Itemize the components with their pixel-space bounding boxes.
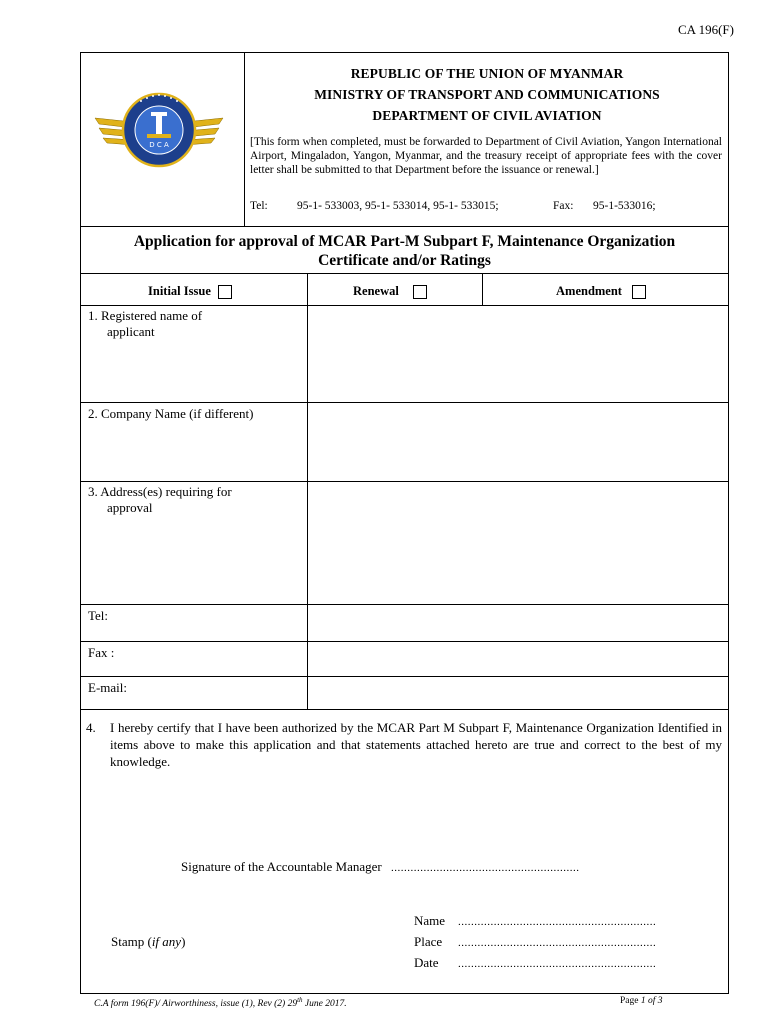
option-renewal[interactable] xyxy=(353,284,427,299)
application-title-line2: Certificate and/or Ratings xyxy=(318,252,491,269)
footer-sup: th xyxy=(297,996,303,1004)
stamp-label xyxy=(111,934,185,950)
header-fax-value: 95-1-533016; xyxy=(593,200,656,212)
place-label: Place xyxy=(414,934,443,949)
divider xyxy=(80,273,729,274)
stamp-label-close: ) xyxy=(181,934,186,949)
name-field[interactable] xyxy=(414,913,656,929)
footer-text: C.A form 196(F)/ Airworthiness, issue (1), Rev (2) 29 xyxy=(94,999,298,1010)
header-country: REPUBLIC OF THE UNION OF MYANMAR xyxy=(350,66,624,81)
certification-text: I hereby certify that I have been authorized by the MCAR Part M Subpart F, Maintenance Organization Identified in items above to make this application and that statements attached hereto are true and correct to the best of my knowledge. xyxy=(110,720,722,769)
logo-text: D C A xyxy=(149,141,169,149)
signature-dots: .......................................................... xyxy=(390,862,580,874)
option-amendment-label: Amendment xyxy=(556,284,622,298)
tel-input[interactable] xyxy=(308,605,728,640)
initial-issue-checkbox[interactable] xyxy=(218,285,232,299)
date-label: Date xyxy=(414,955,439,970)
signature-line[interactable] xyxy=(181,859,579,875)
field-registered-name-line2: applicant xyxy=(107,324,155,339)
certification-statement xyxy=(86,719,722,770)
field-company-name-label: 2. Company Name (if different) xyxy=(88,406,254,421)
option-amendment[interactable] xyxy=(556,284,646,299)
header-tel-value: 95-1- 533003, 95-1- 533014, 95-1- 533015; xyxy=(297,200,499,212)
page-number xyxy=(620,996,662,1006)
name-label: Name xyxy=(414,913,446,928)
header-fax-label: Fax: xyxy=(553,200,574,212)
application-title-line1: Application for approval of MCAR Part-M Subpart F, Maintenance Organization xyxy=(133,233,676,250)
page-of: 1 of 3 xyxy=(640,996,663,1006)
option-initial-issue[interactable] xyxy=(148,284,232,299)
amendment-checkbox[interactable] xyxy=(632,285,646,299)
divider xyxy=(80,226,729,227)
field-fax-label: Fax : xyxy=(88,645,115,660)
renewal-checkbox[interactable] xyxy=(413,285,427,299)
page-label: Page xyxy=(620,996,641,1006)
field-address-line1: 3. Address(es) requiring for xyxy=(88,484,232,499)
divider xyxy=(80,709,729,710)
dca-emblem-icon xyxy=(93,84,225,176)
stamp-label-italic: if any xyxy=(151,934,182,949)
field-address-label xyxy=(88,484,232,516)
application-title xyxy=(80,232,729,270)
signature-label: Signature of the Accountable Manager xyxy=(181,859,382,874)
form-number: CA 196(F) xyxy=(678,22,734,37)
address-input[interactable] xyxy=(308,482,728,603)
field-tel-label: Tel: xyxy=(88,608,109,623)
header-instructions: [This form when completed, must be forwarded to Department of Civil Aviation, Yangon International Airport, Mingaladon, Yangon, Myanmar, and the treasury receipt of appropriate fees with the cover letter shall be submitted to that Department before the issuance or renewal.] xyxy=(250,136,722,177)
date-field[interactable] xyxy=(414,955,656,971)
header-department: DEPARTMENT OF CIVIL AVIATION xyxy=(372,108,602,123)
date-dots: ............................................................. xyxy=(458,958,657,970)
option-renewal-label: Renewal xyxy=(353,284,399,298)
field-registered-name-label xyxy=(88,308,202,340)
fax-input[interactable] xyxy=(308,642,728,675)
email-input[interactable] xyxy=(308,677,728,708)
header-ministry: MINISTRY OF TRANSPORT AND COMMUNICATIONS xyxy=(314,87,660,102)
place-field[interactable] xyxy=(414,934,656,950)
company-name-input[interactable] xyxy=(308,403,728,480)
field-registered-name-line1: 1. Registered name of xyxy=(88,308,203,323)
name-dots: ............................................................. xyxy=(458,916,657,928)
footer-text2: June 2017. xyxy=(302,999,347,1010)
place-dots: ............................................................. xyxy=(458,937,657,949)
divider xyxy=(482,273,483,305)
certification-number: 4. xyxy=(86,720,96,735)
field-email-label: E-mail: xyxy=(88,680,127,695)
header-tel-label: Tel: xyxy=(250,200,268,212)
divider xyxy=(307,273,308,305)
option-initial-label: Initial Issue xyxy=(148,284,211,298)
footer-revision xyxy=(94,996,347,1009)
stamp-label-text: Stamp ( xyxy=(111,934,152,949)
registered-name-input[interactable] xyxy=(308,306,728,401)
field-address-line2: approval xyxy=(107,500,153,515)
